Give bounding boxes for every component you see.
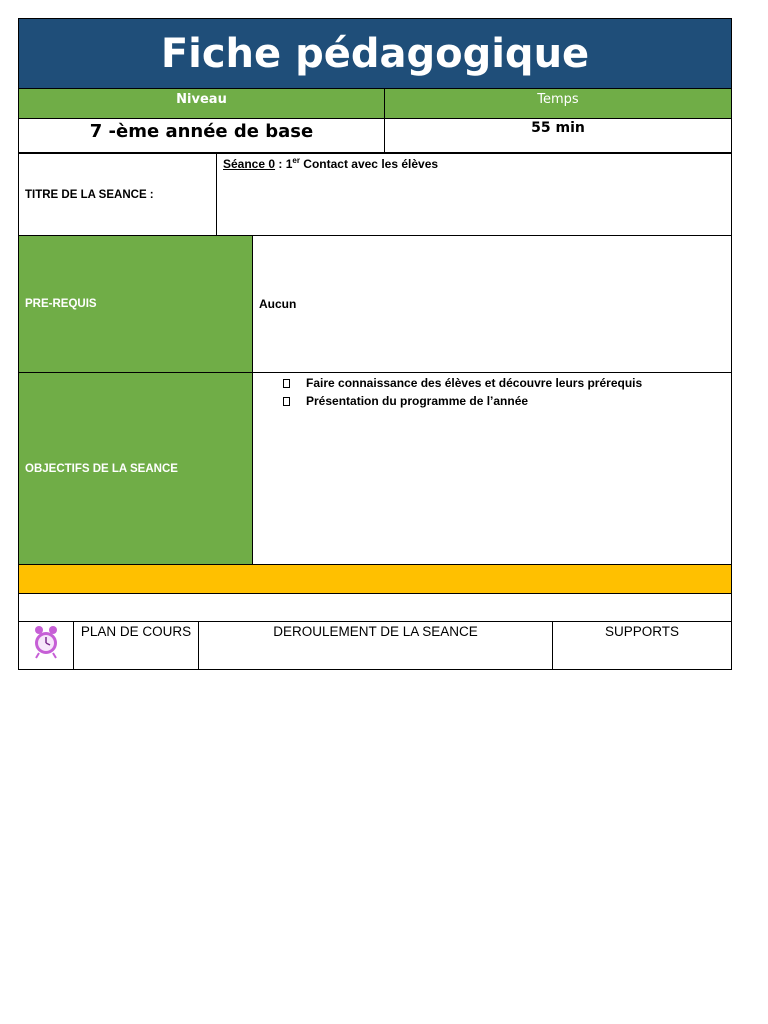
section-separator-band (18, 565, 732, 594)
seance-number: Séance 0 (223, 157, 276, 171)
objectif-text: Faire connaissance des élèves et découvre leurs prérequis (306, 376, 643, 390)
temps-value: 55 min (531, 120, 585, 136)
objectifs-list (253, 373, 731, 564)
blank-row (18, 594, 732, 622)
prerequis-value: Aucun (259, 297, 297, 311)
prerequis-label: PRE-REQUIS (19, 236, 253, 372)
clock-cell (19, 622, 74, 669)
objectifs-label: OBJECTIFS DE LA SEANCE (19, 373, 253, 564)
objectifs-row (18, 373, 732, 565)
titre-label: TITRE DE LA SEANCE : (19, 154, 217, 235)
header-labels-row (18, 89, 732, 119)
header-values-row (18, 119, 732, 153)
plan-de-cours-header: PLAN DE COURS (74, 622, 199, 669)
objectif-text: Présentation du programme de l’année (306, 394, 529, 408)
titre-value (217, 154, 731, 235)
list-item (283, 374, 731, 392)
titre-row (18, 153, 732, 236)
titre-superscript: er (292, 156, 300, 165)
deroulement-header: DEROULEMENT DE LA SEANCE (199, 622, 553, 669)
niveau-value: 7 -ème année de base (19, 119, 385, 152)
list-item (283, 392, 731, 410)
alarm-clock-icon (31, 624, 61, 660)
bullet-box-icon (283, 397, 290, 406)
niveau-label: Niveau (19, 89, 385, 118)
temps-label: Temps (385, 89, 731, 118)
lesson-sheet (18, 18, 732, 670)
titre-separator: : 1 (275, 157, 293, 171)
bullet-box-icon (283, 379, 290, 388)
supports-header: SUPPORTS (604, 624, 680, 639)
prerequis-row (18, 236, 732, 373)
plan-header-row (18, 622, 732, 670)
titre-text: Contact avec les élèves (299, 157, 439, 171)
page-title: Fiche pédagogique (18, 18, 732, 89)
